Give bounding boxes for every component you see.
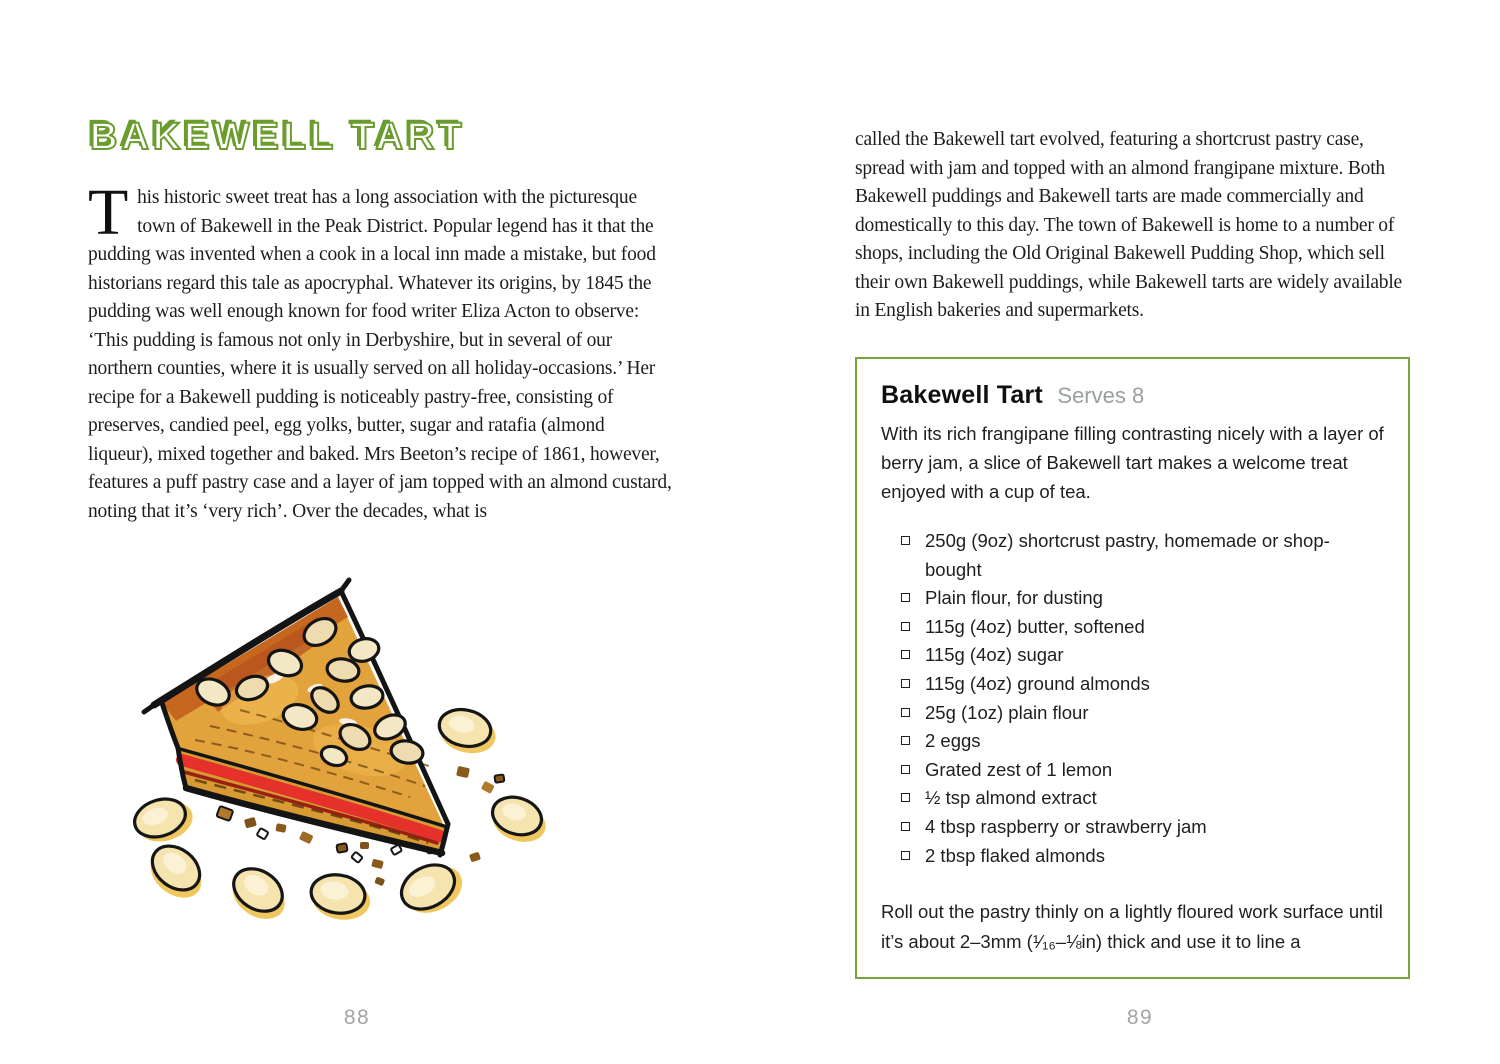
square-bullet-icon — [901, 822, 910, 831]
left-body-paragraph — [88, 176, 673, 526]
square-bullet-icon — [901, 622, 910, 631]
ingredient-text: 115g (4oz) sugar — [925, 644, 1064, 666]
recipe-card-header — [881, 381, 1384, 410]
square-bullet-icon — [901, 679, 910, 688]
ingredient-item — [901, 842, 1384, 871]
page-title: BAKEWELL TART — [90, 116, 466, 158]
square-bullet-icon — [901, 765, 910, 774]
recipe-title: Bakewell Tart — [881, 381, 1043, 409]
ingredient-text: 115g (4oz) butter, softened — [925, 615, 1145, 637]
square-bullet-icon — [901, 851, 910, 860]
square-bullet-icon — [901, 536, 910, 545]
ingredient-item — [901, 699, 1384, 728]
ingredient-text: Grated zest of 1 lemon — [925, 758, 1113, 780]
ingredient-item — [901, 613, 1384, 642]
square-bullet-icon — [901, 793, 910, 802]
ingredient-item — [901, 784, 1384, 813]
right-body-paragraph — [855, 126, 1411, 326]
square-bullet-icon — [901, 593, 910, 602]
ingredient-item — [901, 641, 1384, 670]
ingredient-item — [901, 670, 1384, 699]
ingredient-text: 2 tbsp flaked almonds — [925, 844, 1105, 866]
ingredient-item — [901, 727, 1384, 756]
recipe-intro: With its rich frangipane filling contrasting nicely with a layer of berry jam, a slice of Bakewell tart makes a welcome treat enjoyed with a cup of tea. — [881, 423, 1384, 502]
recipe-serves: Serves 8 — [1057, 383, 1145, 408]
ingredient-text: 250g (9oz) shortcrust pastry, homemade or shop-bought — [925, 530, 1330, 580]
ingredient-item — [901, 584, 1384, 613]
ingredient-text: 25g (1oz) plain flour — [925, 701, 1089, 723]
square-bullet-icon — [901, 650, 910, 659]
left-paragraph-text: his historic sweet treat has a long association with the picturesque town of Bakewell in the Peak District. Popular legend has it that the pudding was invented when a cook in a local inn made a mistake, but food historians regard this tale as apocryphal. Whatever its origins, by 1845 the pudding was well enough known for food writer Eliza Acton to observe: ‘This pudding is famous not only in Derbyshire, but in several of our northern counties, where it is usually served on all holiday-occasions.’ Her recipe for a Bakewell pudding is noticeably pastry-free, consisting of preserves, candied peel, egg yolks, butter, sugar and ratafia (almond liqueur), mixed together and baked. Mrs Beeton’s recipe of 1861, however, features a puff pastry case and a layer of jam topped with an almond custard, noting that it’s ‘very rich’. Over the decades, what is — [88, 187, 672, 522]
ingredient-text: 115g (4oz) ground almonds — [925, 672, 1150, 694]
square-bullet-icon — [901, 708, 910, 717]
ingredient-text: ½ tsp almond extract — [925, 787, 1097, 809]
page-number-left: 88 — [343, 1006, 371, 1029]
drop-cap: T — [88, 176, 129, 249]
recipe-method-start: Roll out the pastry thinly on a lightly floured work surface until it’s about 2–3mm (¹⁄₁₆–⅛in) thick and use it to line a — [881, 901, 1383, 952]
square-bullet-icon — [901, 736, 910, 745]
ingredient-item — [901, 756, 1384, 785]
page-number-right: 89 — [1126, 1006, 1154, 1029]
right-paragraph-text: called the Bakewell tart evolved, featuring a shortcrust pastry case, spread with jam and topped with an almond frangipane mixture. Both Bakewell puddings and Bakewell tarts are made commercially and domestically to this day. The town of Bakewell is home to a number of shops, including the Old Original Bakewell Pudding Shop, which sell their own Bakewell puddings, while Bakewell tarts are widely available in English bakeries and supermarkets. — [855, 129, 1402, 321]
ingredient-text: 4 tbsp raspberry or strawberry jam — [925, 815, 1207, 837]
bakewell-tart-illustration — [110, 560, 650, 970]
ingredient-item — [901, 813, 1384, 842]
ingredient-text: Plain flour, for dusting — [925, 587, 1103, 609]
ingredient-text: 2 eggs — [925, 730, 981, 752]
recipe-card — [855, 357, 1410, 979]
ingredient-list — [881, 527, 1384, 870]
ingredient-item — [901, 527, 1384, 584]
